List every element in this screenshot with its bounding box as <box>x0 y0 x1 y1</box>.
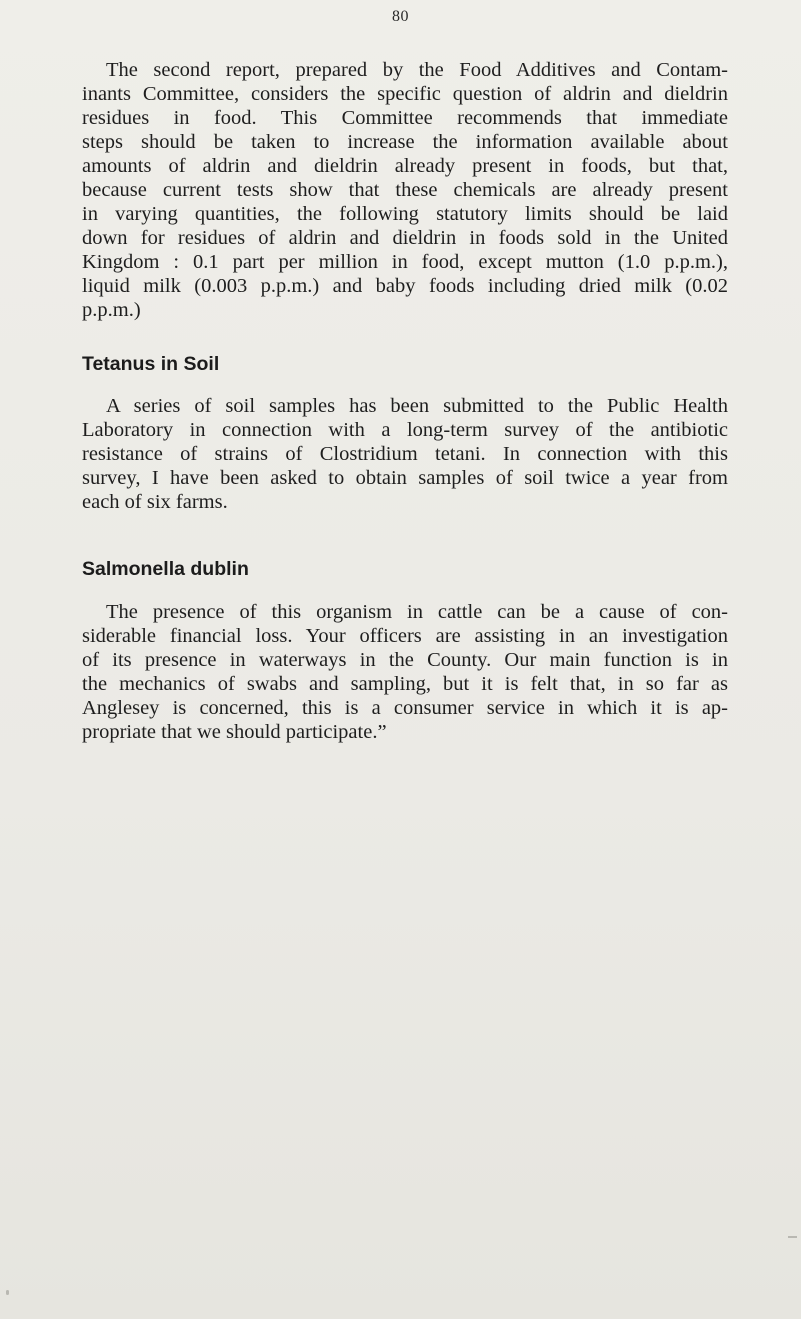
paragraph-line: steps should be taken to increase the information available about <box>82 131 728 153</box>
paragraph-line: because current tests show that these chemicals are already present <box>82 179 728 201</box>
scan-mark <box>788 1236 797 1238</box>
intro-paragraph <box>82 58 728 322</box>
paragraph-line: The second report, prepared by the Food Additives and Contam- <box>106 59 728 81</box>
paragraph-line: liquid milk (0.003 p.p.m.) and baby foods including dried milk (0.02 <box>82 275 728 297</box>
paragraph-line: in varying quantities, the following statutory limits should be laid <box>82 203 728 225</box>
paragraph-line: siderable financial loss. Your officers are assisting in an investigation <box>82 625 728 647</box>
page-number: 80 <box>392 8 409 25</box>
paragraph-line: Laboratory in connection with a long-term survey of the antibiotic <box>82 419 728 441</box>
paragraph-line: Kingdom : 0.1 part per million in food, except mutton (1.0 p.p.m.), <box>82 251 728 273</box>
paragraph-line: propriate that we should participate.” <box>82 721 387 743</box>
paragraph-line: the mechanics of swabs and sampling, but it is felt that, in so far as <box>82 673 728 695</box>
paragraph-line: amounts of aldrin and dieldrin already present in foods, but that, <box>82 155 728 177</box>
paragraph-line: p.p.m.) <box>82 299 141 321</box>
paragraph-line: Anglesey is concerned, this is a consumer service in which it is ap- <box>82 697 728 719</box>
section-heading-salmonella: Salmonella dublin <box>82 558 249 580</box>
section-heading-tetanus: Tetanus in Soil <box>82 353 220 375</box>
paragraph-line: inants Committee, considers the specific question of aldrin and dieldrin <box>82 83 728 105</box>
paragraph-line: of its presence in waterways in the County. Our main function is in <box>82 649 728 671</box>
paragraph-line: residues in food. This Committee recommends that immediate <box>82 107 728 129</box>
paragraph-line: each of six farms. <box>82 491 228 513</box>
paragraph-line: The presence of this organism in cattle can be a cause of con- <box>106 601 728 623</box>
paragraph-line: A series of soil samples has been submitted to the Public Health <box>106 395 728 417</box>
paragraph-line: survey, I have been asked to obtain samples of soil twice a year from <box>82 467 728 489</box>
paragraph-line: resistance of strains of Clostridium tetani. In connection with this <box>82 443 728 465</box>
tetanus-paragraph <box>82 394 728 514</box>
scan-mark <box>6 1290 9 1295</box>
paragraph-line: down for residues of aldrin and dieldrin in foods sold in the United <box>82 227 728 249</box>
salmonella-paragraph <box>82 600 728 744</box>
